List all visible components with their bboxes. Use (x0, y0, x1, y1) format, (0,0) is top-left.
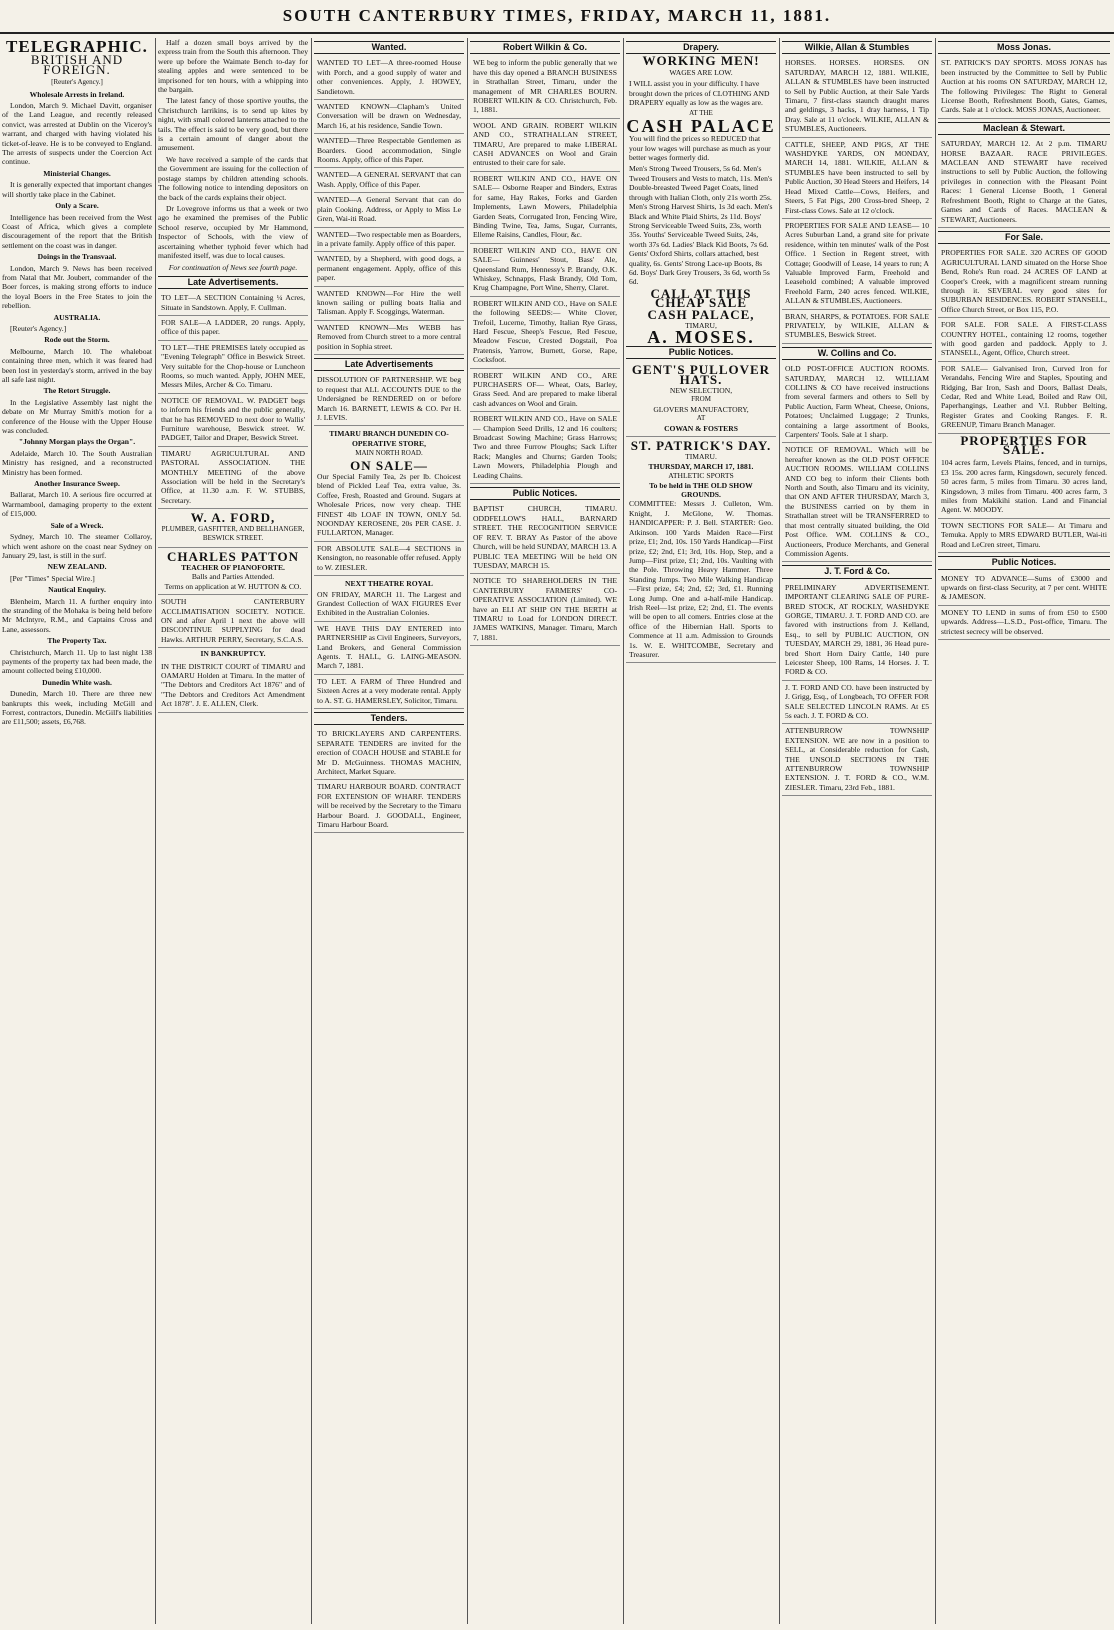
palace-text: You will find the prices so REDUCED that your low wages will purchase as much as your better wages formerly did. (629, 134, 771, 163)
late-ad (158, 394, 308, 447)
collins-title: W. Collins and Co. (782, 347, 932, 360)
bran-ad (782, 310, 932, 344)
coop-items: Our Special Family Tea, 2s per lb. Choicest blend of Pickled Leaf Tea, extra value, 3s. Coffee, Fresh, Roasted and Ground. Sugars at Wholesale Prices, now very cheap. THE FINEST 4lb LOAF IN TOWN, ONLY 5d. NOONDAY KEROSENE, 20s PER CASE. J. FULLARTON, Manager. (317, 472, 461, 538)
news-headline: Ministerial Changes. (43, 168, 111, 178)
greenup-text: FOR SALE— Galvanised Iron, Curved Iron for Verandahs, Fencing Wire and Staples, Spouting and Ridging, Bar Iron, Sash and Doors, Ballast Deals, Cedar, Red and White Lead, Boiled and Raw Oil, Paperhangings, Leather and V.I. Rubber Belting, Register Grates and Cooking Ranges. F. R. GREENUP, Timaru Branch Manager. (941, 363, 1107, 430)
purchasers-text: ROBERT WILKIN AND CO., ARE PURCHASERS OF— Wheat, Oats, Barley, Grass Seed. And are prepared to make liberal cash advances on Wool and Grain. (473, 370, 617, 408)
wool-text: WOOL AND GRAIN. ROBERT WILKIN AND CO., STRATHALLAN STREET, TIMARU, Are prepared to make LIBERAL CASH ADVANCES on Wool and Grain entrusted to their care for sale. (473, 120, 617, 168)
patrick-sports: ATHLETIC SPORTS (668, 471, 734, 481)
news-body: [Reuter's Agency.] (10, 323, 67, 333)
wilkie-title: Wilkie, Allan & Stumbles (782, 41, 932, 54)
bankruptcy-title: IN BANKRUPTCY. (200, 649, 266, 659)
wanted-ad (314, 228, 464, 253)
column-telegraphic (2, 38, 152, 1624)
ford-trade: PLUMBER, GASFITTER, AND BELLHANGER, (161, 524, 305, 533)
column-drapery (626, 38, 776, 1624)
implements-text: ROBERT WILKIN AND CO., Have on SALE— Champion Seed Drills, 12 and 16 coulters; Broadcast Sowing Machine; Grass Harrows; Two and three Furrow Ploughs; Sack Lifter Rack; Mangles and Churns; Garden Tools; Lawn Mowers, Philadelphia Plough and Leading Chains. (473, 414, 617, 480)
ford-co-title: J. T. Ford & Co. (782, 565, 932, 578)
late-ad (158, 341, 308, 394)
column-rule (935, 38, 936, 1624)
bankruptcy-text: IN THE DISTRICT COURT of TIMARU and OAMARU Holden at Timaru. In the matter of "The Debtors and Creditors Act 1876" and of "The Debtors and Creditors Act Amendment Act 1878". J. E. ALLEN, Clerk. (161, 661, 305, 709)
hats-title: GENT'S PULLOVER HATS. (631, 362, 771, 387)
news-paragraph: Half a dozen small boys arrived by the express train from the South this afternoon. They were up before the Waimate Bench to-day for stealing apples and were sentenced to be imprisoned for ten hours, with a whipping into the bargain. (158, 38, 308, 95)
patton-ad (158, 548, 308, 596)
late-ad (158, 447, 308, 509)
shareholders-ad (470, 574, 620, 646)
money-lend-text: MONEY TO LEND in sums of from £50 to £500 upwards. Address—L.S.D., Post-office, Timaru. The strictest secrecy will be observed. (941, 607, 1107, 636)
masthead: SOUTH CANTERBURY TIMES, FRIDAY, MARCH 11, 1881. (0, 0, 1114, 34)
news-headline: Nautical Enquiry. (48, 585, 106, 595)
onsale1-text: ROBERT WILKIN AND CO., HAVE ON SALE— Osborne Reaper and Binders, Extras for same, Hay Rakes, Forks and Garden Implements, Lawn Mowers, Philadelphia Garden Seats, Corrugated Iron, Fencing Wire, Binding Twine, Tea, Jams, Sugar, Currants, Elleme Raisins, Candles, Flour, &c. (473, 173, 617, 240)
column-wilkin (470, 38, 620, 1624)
hats-ad (626, 361, 776, 437)
news-paragraph: We have received a sample of the cards that the Government are issuing for the collection of postage stamps by children attending schools. The following notice to intending depositors on the back of the cards explains their object. (158, 154, 308, 202)
money-lend-ad (938, 606, 1110, 640)
cattle-ad (782, 138, 932, 219)
theatre-title: NEXT THEATRE ROYAL (345, 579, 433, 589)
ford-co-text: PRELIMINARY ADVERTISEMENT. IMPORTANT CLEARING SALE OF PURE-BRED STOCK, AT ROCKLY, WASHDYKE GORGE, TIMARU. J. T. FORD AND CO. are favored with instructions from J. Kelland, Esq., to sell by PUBLIC AUCTION, ON TUESDAY, MARCH 29, 1881, 36 Head pure-bred Short Horn Dairy Cattle, 140 pure Leicester Sheep, 100 Rams, 14 Horses. J. T. FORD & CO. (785, 582, 929, 677)
for-sale-title: For Sale. (938, 231, 1110, 244)
removal-ad (782, 443, 932, 562)
column-rule (311, 38, 312, 1624)
seeds-text: ROBERT WILKIN AND CO., Have on SALE the following SEEDS:— White Clover, Trefoil, Lucerne, Timothy, Italian Rye Grass, Hard Fescue, Sheep's Fescue, Red Fescue, Meadow Fescue, Crested Dogstail, Poa Pratensis, Yarrow, Burnett, Gorse, Rape, Cocksfoot. (473, 298, 617, 365)
patrick-place: TIMARU. (685, 452, 717, 462)
drapery-intro: I WILL assist you in your difficulty. I have brought down the prices of CLOTHING AND DRAPERY equally as low as the wages are. (629, 79, 770, 108)
bankruptcy-ad (158, 660, 308, 713)
theatre-ad (314, 576, 464, 622)
late-ads-title-2: Late Advertisements (314, 358, 464, 371)
ford-co-ad (782, 581, 932, 681)
farm-to-let-text: TO LET. A FARM of Three Hundred and Sixteen Acres at a very moderate rental. Apply to A. ST. G. HAMERSLEY, Solicitor, Timaru. (317, 676, 461, 705)
partnership-text: WE HAVE THIS DAY ENTERED into PARTNERSHIP as Civil Engineers, Surveyors, Land Brokers, and General Commission Agents. T. HALL, G. LAING-MEASON. March 7, 1881. (317, 623, 461, 671)
late-ad-text: TO LET—A SECTION Containing ¼ Acres, Situate in Sandstown. Apply, F. Cullman. (161, 293, 305, 312)
column-local-news (158, 38, 308, 1624)
drapery-list: Men's Strong Tweed Trousers, 5s 6d. Men's Tweed Trousers and Vests to match, 11s. Men's Double-breasted Tweed Paget Coats, lined through with Italian Cloth, only 21s worth 25s. Men's Strong Harvest Shirts, 1s 3d each. Men's Black and White Plaid Shirts, 2s 11d. Boys' Strong Serviceable Tweed Suits, 23s, worth 35s. Youths' Serviceable Tweed Suits, 24s, worth 37s 6d. Ladies' Black Kid Boots, 7s 6d. Gents' Oxford Shirts, collars attached, best quality, 6s. Gents' Strong Lace-up Boots, 8s 6d. Boys' Dark Grey Trousers, 3s 6d, worth 5s 6d. (629, 164, 773, 287)
public-notices-title-3: Public Notices. (938, 556, 1110, 569)
bran-text: BRAN, SHARPS, & POTATOES. FOR SALE PRIVATELY, by WILKIE, ALLAN & STUMBLES, Beswick Street. (785, 311, 929, 340)
news-headline: Dunedin White wash. (42, 677, 112, 687)
wanted-ad (314, 252, 464, 286)
moody-ad (938, 456, 1110, 518)
town-sections-text: TOWN SECTIONS FOR SALE— At Timaru and Temuka. Apply to MRS EDWARD BUTLER, Wai-iti Road and LeCren street, Timaru. (941, 520, 1107, 549)
news-headline: Sale of a Wreck. (50, 520, 104, 530)
news-headline: AUSTRALIA. (53, 312, 101, 322)
onsale2-ad (470, 244, 620, 297)
attenburrow-text: ATTENBURROW TOWNSHIP EXTENSION. WE are now in a position to SELL, at Considerable reduction for Cash, THE UNSOLD SECTIONS IN THE ATTENBURROW TOWNSHIP EXTENSION. J. T. FORD & CO., W.M. ZIESLER. Timaru, 23rd Feb., 1881. (785, 726, 929, 792)
news-body: In the Legislative Assembly last night the debate on Mr Murray Smith's motion for a conference of the House with the Upper House was concluded. (2, 397, 152, 436)
absolute-sale-text: FOR ABSOLUTE SALE—4 SECTIONS in Kensington, no reasonable offer refused. Apply to W. ZIESLER. (317, 543, 461, 572)
coop-title: TIMARU BRANCH DUNEDIN CO-OPERATIVE STORE, (329, 429, 449, 448)
news-headline: The Property Tax. (47, 636, 107, 646)
harbour-ad (314, 780, 464, 833)
absolute-sale-ad (314, 542, 464, 576)
public-notices-title: Public Notices. (470, 487, 620, 500)
wool-ad (470, 119, 620, 172)
patton-note: Balls and Parties Attended. (191, 572, 275, 582)
wanted-ad-text: WANTED KNOWN—Mrs WEBB has Removed from Church street to a more central position in Sophia street. (317, 322, 461, 351)
jonas-text: ST. PATRICK'S DAY SPORTS. MOSS JONAS has been instructed by the Committee to Sell by Public Auction at his rooms ON SATURDAY, MARCH 12, The following Privileges: The Right to General License Booth, Refreshment Booth, Gates, Games, Cards. Sale at 1 o'clock. MOSS JONAS, Auctioneer. (941, 58, 1107, 115)
hotel-ad (938, 318, 1110, 362)
patrick-title: ST. PATRICK'S DAY. (630, 438, 772, 454)
wanted-ad-text: WANTED—Two respectable men as Boarders, in a private family. Apply office of this paper. (317, 229, 461, 248)
purchasers-ad (470, 369, 620, 413)
attenburrow-ad (782, 724, 932, 796)
ford-name: W. A. FORD, (190, 510, 276, 526)
wanted-title: Wanted. (314, 41, 464, 54)
news-paragraph: Dr Lovegrove informs us that a week or two ago he examined the premises of the Public School reserve, occupied by Mr Hammond, Inspector of Schools, with the view of ascertaining whether typhoid fever which had manifested itself, was due to local causes. (158, 203, 308, 260)
news-headline: Only a Scare. (55, 201, 99, 211)
wanted-ad-text: WANTED—A GENERAL SERVANT that can Wash. Apply, Office of this Paper. (317, 170, 461, 189)
telegraphic-title: TELEGRAPHIC. (6, 38, 148, 56)
news-headline: Rode out the Storm. (44, 335, 110, 345)
onsale2-text: ROBERT WILKIN AND CO., HAVE ON SALE— Guinness' Stout, Bass' Ale, Queensland Rum, Hennessy's P. Brandy, O.K. Whiskey, Schnapps, Flask Brandy, Old Tom, Krug Champagne, Port Wine, Sherry, Claret. (473, 245, 617, 293)
late-ad (158, 291, 308, 316)
tenders-ad (314, 727, 464, 780)
column-rule (623, 38, 624, 1624)
removal-text: NOTICE OF REMOVAL. Which will be hereafter known as the OLD POST OFFICE AUCTION ROOMS. WILLIAM COLLINS AND CO beg to inform their Clients both North and South, also Timaru and its vicinity, that ON AND AFTER THURSDAY, March 3, the BUSINESS carried on by them in Strathallan street will be TRANSFERRED to that most centrally situated building, the Old Post Office. WM. COLLINS & CO., Auctioneers, Produce Merchants, and General Commission Agents. (785, 445, 929, 558)
baptist-text: BAPTIST CHURCH, TIMARU. ODDFELLOW'S HALL, BARNARD STREET. THE RECOGNITION SERVICE OF REV. T. BRAY As Pastor of the above Church, will be held SUNDAY, MARCH 13. A PUBLIC TEA MEETING Will be held ON TUESDAY, MARCH 15. (473, 504, 617, 570)
acclimatisation-ad (158, 595, 308, 648)
wilkin-intro: WE beg to inform the public generally that we have this day opened a BRANCH BUSINESS in Strathallan Street, Timaru, under the management of MR CHARLES BOURN. ROBERT WILKIN & CO. Christchurch, Feb. 1, 1881. (473, 58, 617, 115)
hotel-text: FOR SALE. FOR SALE. A FIRST-CLASS COUNTRY HOTEL, containing 12 rooms, together with good garden and paddock. Apply to J. STANSELL, Agent, Office, Church street. (941, 320, 1107, 358)
news-body: [Per "Times" Special Wire.] (10, 573, 95, 583)
column-rule (467, 38, 468, 1624)
wanted-ad (314, 134, 464, 168)
news-headline: NEW ZEALAND. (47, 562, 107, 572)
jonas-ad (938, 56, 1110, 118)
lincoln-text: J. T. FORD AND CO. have been instructed by J. Grigg, Esq., of Longbeach, TO OFFER FOR SALE SELECTED LINCOLN RAMS. At £5 5s each. J. T. FORD & CO. (785, 682, 929, 720)
tenders-text: TO BRICKLAYERS AND CARPENTERS. SEPARATE TENDERS are invited for the erection of COACH HOUSE and STABLE for Mr D. McGuinness. THOMAS MACHIN, Architect, Market Square. (317, 729, 461, 776)
news-body: Melbourne, March 10. The whaleboat containing three men, which it was feared had been lost in yesterday's storm, arrived in the bay all safe last night. (2, 346, 152, 384)
at-the: AT THE (689, 109, 713, 118)
late-ad-text: NOTICE OF REMOVAL. W. PADGET begs to inform his friends and the public generally, that he has REMOVED to next door to Wallis' Furniture warehouse, Beswick street. W. PADGET, Tailor and Draper, Beswick Street. (161, 395, 305, 443)
wanted-ad (314, 287, 464, 321)
town-sections-ad (938, 519, 1110, 553)
wanted-ad (314, 321, 464, 355)
hats-from: FROM (691, 395, 711, 404)
stansell-text: PROPERTIES FOR SALE. 320 ACRES OF GOOD AGRICULTURAL LAND situated on the Horse Shoe Bend, Rohe's Run road. 24 ACRES OF LAND at Cooper's Creek, with a magnificent stream running through it. SEVERAL very good sites for SUBURBAN RESIDENCES. ROBERT STANSELL, Office Church Street, or Box 115, P.O. (941, 248, 1107, 314)
horses-text: HORSES. HORSES. HORSES. ON SATURDAY, MARCH 12, 1881. WILKIE, ALLAN & STUMBLES have been instructed to Sell by Public Auction, at their Sale Yards Timaru, 7 first-class staunch draught mares and geldings, 3 hacks, 1 dray harness, 1 Tip Dray. Sale at 11 o'clock. WILKIE, ALLAN & STUMBLES, Auctioneers. (785, 58, 929, 134)
hats-selection: NEW SELECTION, (669, 386, 733, 395)
jonas-title: Moss Jonas. (938, 41, 1110, 54)
news-headline: Doings in the Transvaal. (37, 252, 117, 262)
news-body: Adelaide, March 10. The South Australian Ministry has resigned, and a reconstructed Ministry has been formed. (2, 448, 152, 477)
coop-ad (314, 426, 464, 541)
wanted-ad (314, 56, 464, 100)
implements-ad (470, 412, 620, 484)
news-body: Dunedin, March 10. There are three new bankrupts this week, including McGill and Forrest, contractors, Dunedin. McGill's liabilities are £11,500; assets, £6,768. (2, 689, 152, 727)
wanted-ad (314, 168, 464, 193)
patrick-ground: To be held in THE OLD SHOW GROUNDS. (649, 480, 753, 500)
patrick-ad (626, 437, 776, 663)
public-notices-title-2: Public Notices. (626, 346, 776, 359)
property-ad (782, 219, 932, 310)
moses-name: A. MOSES. (647, 327, 755, 348)
onsale1-ad (470, 172, 620, 244)
wanted-ad (314, 193, 464, 227)
wages-low: WAGES ARE LOW. (669, 67, 733, 77)
call-at: CALL AT THIS CHEAP SALE (650, 285, 752, 311)
wanted-list (314, 56, 464, 355)
ford-street: BESWICK STREET. (202, 534, 264, 543)
dissolution-ad (314, 373, 464, 426)
wanted-ad-text: WANTED, by a Shepherd, with good dogs, a permanent engagement. Apply, office of this paper. (317, 254, 461, 283)
moody-title: PROPERTIES FOR SALE. (960, 432, 1088, 458)
coop-sub: MAIN NORTH ROAD. (355, 449, 423, 458)
lincoln-ad (782, 681, 932, 725)
news-body: Sydney, March 10. The steamer Collaroy, which went ashore on the coast near Sydney on January 29, last, is still in the surf. (2, 532, 152, 560)
harbour-text: TIMARU HARBOUR BOARD. CONTRACT FOR EXTENSION OF WHARF. TENDERS will be received by the Secretary to the Timaru Harbour Board. J. GOODALL, Engineer, Timaru Harbour Board. (317, 782, 461, 830)
hats-shop: COWAN & FOSTERS (664, 423, 738, 433)
news-body: It is generally expected that important changes will shortly take place in the Cabinet. (2, 180, 152, 199)
collins-ad (782, 362, 932, 443)
column-moss-jonas (938, 38, 1110, 1624)
coop-onsale: ON SALE— (350, 457, 428, 473)
news-headline: The Retort Struggle. (43, 386, 111, 396)
wanted-ad (314, 100, 464, 134)
late-ad-text: TIMARU AGRICULTURAL AND PASTORAL ASSOCIATION. THE MONTHLY MEETING of the above Association will be held in the Secretary's Office, at 11.30 a.m. F. W. STUBBS, Secretary. (161, 448, 305, 505)
wanted-ad-text: WANTED KNOWN—Clapham's United Conversation will be drawn on Wednesday, March 16, at his residence, Sandie Town. (317, 102, 461, 130)
patrick-date: THURSDAY, MARCH 17, 1881. (648, 461, 754, 471)
farm-to-let-ad (314, 675, 464, 709)
patton-role: TEACHER OF PIANOFORTE. (181, 562, 285, 572)
money-advance-ad (938, 572, 1110, 606)
patton-terms: Terms on application at W. HUTTON & CO. (164, 581, 302, 591)
cash-palace-2: CASH PALACE, (647, 306, 755, 322)
wilkin-title: Robert Wilkin & Co. (470, 41, 620, 54)
horses-ad (782, 56, 932, 137)
wanted-ad-text: WANTED—Three Respectable Gentlemen as Boarders. Good accommodation, Single Rooms. Apply, office of this Paper. (317, 136, 461, 165)
wanted-ad-text: WANTED KNOWN—For Hire the well known sailing or pulling boats Italia and Talisman. Apply F. Scoggings, Waterman. (317, 288, 461, 317)
wanted-ad-text: WANTED TO LET—A three-roomed House with Porch, and a good supply of water and other conveniences. Apply, J. HOWEY, Sandietown. (317, 58, 461, 96)
cash-palace: CASH PALACE (626, 115, 776, 136)
news-body: London, March 9. Michael Davitt, organiser of the Land League, and recently released convict, was arrested at Dublin on the Viceroy's warrant, and charged with having violated his ticket-of-leave. He is to be conveyed to England. The arrests of suspects under the Coercion Act continue. (2, 101, 152, 167)
late-ad-text: TO LET—THE PREMISES lately occupied as "Evening Telegraph" Office in Beswick Street. Very suitable for the Chop-house or Luncheon Rooms, so much wanted. Apply, JOHN MEE, Messrs Miles, Archer & Co. Timaru. (161, 342, 305, 390)
baptist-ad (470, 502, 620, 574)
tenders-title: Tenders. (314, 712, 464, 725)
continuation-note: For continuation of News see fourth page. (168, 263, 298, 273)
news-body: Intelligence has been received from the West Coast of Africa, which gives a complete discouragement of the report that the British settlement on the coast was in danger. (2, 212, 152, 250)
dissolution-text: DISSOLUTION OF PARTNERSHIP. WE beg to request that ALL ACCOUNTS DUE to the Undersigned be RENDERED on or before March 16. BARNETT, LEWIS & CO. Per H. J. LEVIS. (317, 375, 461, 422)
maclean-ad (938, 137, 1110, 228)
timaru-label: TIMARU, (685, 320, 717, 330)
news-body: Christchurch, March 11. Up to last night 138 payments of the property tax had been made, the amount collected being £10,000. (2, 647, 152, 676)
partnership-ad (314, 622, 464, 675)
late-ads-list (158, 291, 308, 509)
wilkin-intro-ad (470, 56, 620, 118)
news-headline: Another Insurance Sweep. (34, 479, 120, 489)
column-rule (155, 38, 156, 1624)
acclimatisation-text: SOUTH CANTERBURY ACCLIMATISATION SOCIETY. NOTICE. ON and after April 1 next the above will DISCONTINUE SUPPLYING for dead Hawks. ARTHUR PERRY, Secretary, S.C.A.S. (161, 597, 305, 644)
hats-manufactory: GLOVERS MANUFACTORY, (653, 404, 749, 414)
column-rule (779, 38, 780, 1624)
maclean-text: SATURDAY, MARCH 12. At 2 p.m. TIMARU HORSE BAZAAR. RACE PRIVILEGES. MACLEAN AND STEWART have received instructions to sell by Public Auction, the following privileges in connection with the Pleasant Point Races: 1 General License Booth, 1 General Refreshment Booth, Right to Charge at the Gates, Games and Cards of Races. MACLEAN & STEWART, Auctioneers. (941, 139, 1107, 224)
hats-at: AT (696, 414, 706, 423)
theatre-text: ON FRIDAY, MARCH 11. The Largest and Grandest Collection of WAX FIGURES Ever Exhibited in the Australian Colonies. (317, 589, 461, 618)
late-ads-title: Late Advertisements. (158, 276, 308, 289)
patrick-body: COMMITTEE: Messrs J. Culleton, Wm. Knight, J. McGlone, W. Thomas. HANDICAPPER: P. J. Bell. STARTER: Geo. Atkinson. 100 Yards Maiden Race—First prize, £1; 2nd, 10s. 150 Yards Handicap—First prize, £2; 2nd, £1; 3rd, 10s. Hop, Step, and a Jump—First prize, £1; 2nd, 10s. Vaulting with the Pole. Throwing Heavy Hammer. Three Standing Jumps. Two Mile Walking Handicap—First prize, £4; 2nd, £2; 3rd, £1. Running Long Jump. One and a-half-mile Handicap. Irish Reel—1st prize, £2; 2nd, £1. The events will be open to all comers. Entries close at the office of the Hibernian Hall. Sports to Commence at 11 a.m. Admission to Grounds 1s. W. E. WHITCOMBE, Secretary and Treasurer. (629, 499, 773, 659)
column-wilkie-allan (782, 38, 932, 1624)
news-headline: "Johnny Morgan plays the Organ". (18, 437, 136, 447)
seeds-ad (470, 297, 620, 369)
news-body: Blenheim, March 11. A further enquiry into the stranding of the Mohaka is being held before Mr McIntyre, R.M., and Captains Cross and Lane, assessors. (2, 596, 152, 634)
late-ad (158, 316, 308, 341)
stansell-ad (938, 246, 1110, 318)
maclean-title: Maclean & Stewart. (938, 122, 1110, 135)
page-columns (0, 34, 1114, 1624)
agency-note: [Reuter's Agency.] (51, 78, 103, 87)
money-advance-text: MONEY TO ADVANCE—Sums of £3000 and upwards on first-class Security, at 7 per cent. WHITE & JAMESON. (941, 573, 1107, 602)
property-text: PROPERTIES FOR SALE AND LEASE— 10 Acres Suburban Land, a grand site for private residence, within ten minutes' walk of the Post Office. 1 Section in Regent street, with Cottage; Goodwill of Lease, 14 years to run; A Valuable Improved Farm, Freehold and Leasehold combined; A valuable improved Freehold Farm, 240 acres fenced. WILKIE, ALLAN & STUMBLES, Auctioneers. (785, 220, 929, 306)
greenup-ad (938, 362, 1110, 434)
cattle-text: CATTLE, SHEEP, AND PIGS, AT THE WASHDYKE YARDS, ON MONDAY, MARCH 14, 1881. WILKIE, ALLAN & STUMBLES have been instructed to sell by Public Auction, 30 Head Steers and Heifers, 14 Head Mixed Cattle—Cows, Heifers, and Steers, 5 Fat Pigs, 200 Cross-bred Sheep, 2 First-class Cows. Sale at 12 o'clock. (785, 139, 929, 215)
collins-text: OLD POST-OFFICE AUCTION ROOMS. SATURDAY, MARCH 12. WILLIAM COLLINS & CO have received instructions from several farmers and others to Sell by Public Auction, Farm Wheat, Cheese, Onions, Potatoes; Unclaimed Luggage; 2 Trunks, containing a large assortment of Books, Carpenters' Tools. Sale at 1 sharp. (785, 364, 929, 440)
column-wanted (314, 38, 464, 1624)
late-ad-text: FOR SALE—A LADDER, 20 rungs. Apply, office of this paper. (161, 317, 305, 337)
moody-text: 104 acres farm, Levels Plains, fenced, and in turnips, £3 15s. 200 acres farm, Kingsdown, securely fenced. 50 acres farm, 5 miles from Timaru. 30 acres land, Kingsdown, 3 miles from Timaru. 400 acres farm, 3 miles from Makikihi station. Land and Financial Agent. W. MOODY. (941, 458, 1107, 515)
working-men: WORKING MEN! (642, 53, 760, 69)
local-news (158, 38, 308, 260)
news-body: Ballarat, March 10. A serious fire occurred at Warrnambool, damaging property to the extent of £15,000. (2, 490, 152, 519)
news-paragraph: The latest fancy of those sportive youths, the Christchurch larrikins, is to send up kites by night, with small colored lanterns attached to the tails. The effect is said to be very good, but there is a certain amount of danger about the amusement. (158, 96, 308, 153)
patton-name: CHARLES PATTON (166, 548, 300, 564)
news-headline: Wholesale Arrests in Ireland. (29, 89, 125, 99)
drapery-title: Drapery. (626, 41, 776, 54)
telegraphic-subtitle: BRITISH AND FOREIGN. (30, 52, 124, 77)
wanted-ad-text: WANTED—A General Servant that can do plain Cooking. Address, or Apply to Miss Le Gren, Wai-iti Road. (317, 195, 461, 224)
shareholders-text: NOTICE TO SHAREHOLDERS IN THE CANTERBURY FARMERS' CO-OPERATIVE ASSOCIATION (Limited). WE have an ELI AT SHIP ON THE BERTH at TIMARU to Load for LONDON DIRECT. JAMES WATKINS, Manager. Timaru, March 7, 1881. (473, 576, 617, 642)
telegraph-items (2, 90, 152, 727)
ford-ad (158, 509, 308, 547)
news-body: London, March 9. News has been received from Natal that Mr. Joubert, commander of the Boer forces, is making strong efforts to induce the loyal Boers in the Free States to join the rebellion. (2, 263, 152, 311)
